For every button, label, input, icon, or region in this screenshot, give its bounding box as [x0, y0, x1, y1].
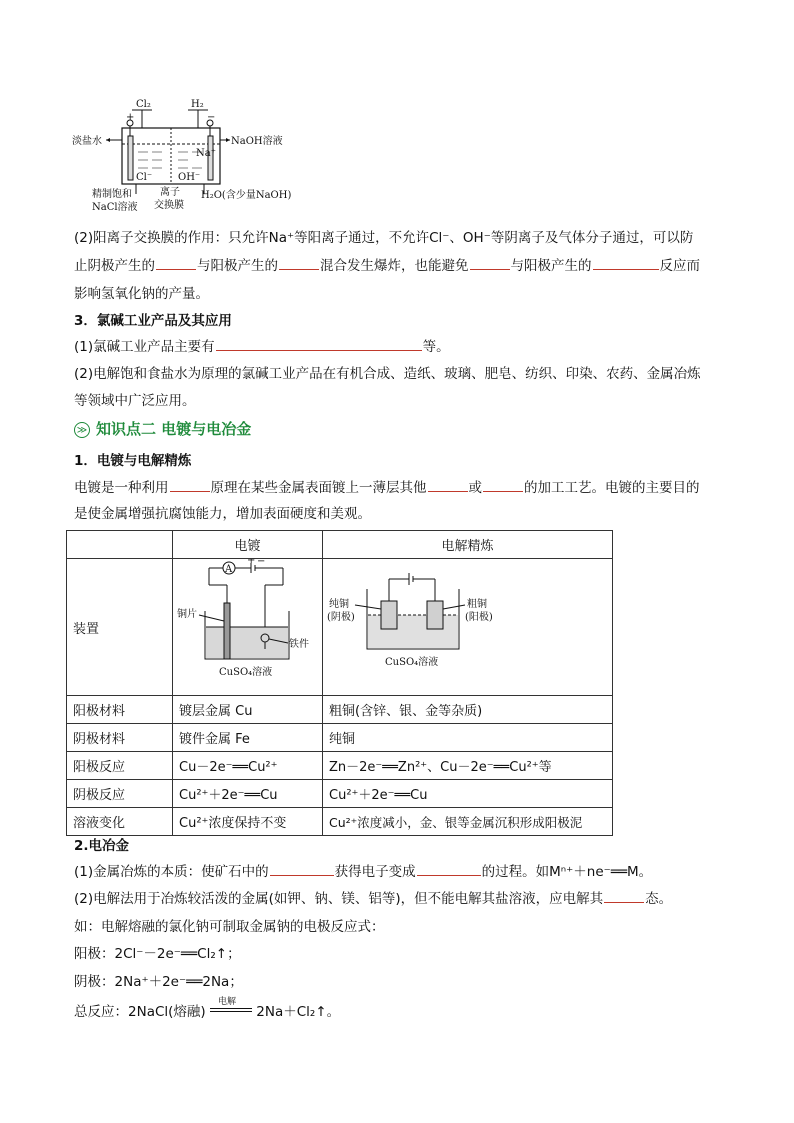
- table-row: [67, 559, 613, 696]
- blank-input[interactable]: [593, 255, 659, 270]
- blank-input[interactable]: [470, 255, 510, 270]
- table-cell: 粗铜(含锌、银、金等杂质): [323, 696, 613, 724]
- blank-input[interactable]: [428, 477, 468, 492]
- blank-input[interactable]: [270, 861, 334, 876]
- table-cell: 镀件金属 Fe: [173, 724, 323, 752]
- weak-brine-label: 淡盐水: [72, 136, 102, 147]
- table-cell: Cu²⁺浓度保持不变: [173, 808, 323, 836]
- condition-label: 电解: [217, 997, 236, 1007]
- table-cell: 纯铜: [323, 724, 613, 752]
- electrolysis-arrow: [210, 997, 252, 1016]
- copper-sheet-label: 铜片: [177, 609, 198, 620]
- crude-copper-role-label: (阳极): [465, 612, 493, 623]
- na-ion-label: Na⁺: [196, 148, 216, 159]
- table-row: [67, 752, 613, 780]
- svg-text:+: +: [247, 559, 256, 566]
- metallurgy-essence-line: (1)金属冶炼的本质：使矿石中的 获得电子变成 的过程。如Mⁿ⁺＋ne⁻══M。: [74, 860, 652, 880]
- table-cell: Cu²⁺＋2e⁻══Cu: [323, 780, 613, 808]
- table-cell: 溶液变化: [67, 808, 173, 836]
- svg-text:−: −: [257, 559, 266, 567]
- sub-2-title: 2.电冶金: [74, 838, 130, 854]
- membrane-label-1: 离子: [160, 187, 180, 198]
- plating-solution-label: CuSO₄溶液: [219, 667, 273, 678]
- ammeter-label: A: [225, 564, 233, 575]
- cl2-label: Cl₂: [136, 99, 151, 110]
- electrolytic-refining-diagram: [323, 559, 611, 691]
- blank-input[interactable]: [417, 861, 481, 876]
- table-header-cell: [67, 531, 173, 559]
- membrane-role-line-1: (2)阳离子交换膜的作用：只允许Na⁺等阳离子通过，不允许Cl⁻、OH⁻等阴离子及气体分子通过，可以防: [74, 230, 694, 246]
- table-cell: 阴极反应: [67, 780, 173, 808]
- pure-copper-label: 纯铜: [329, 599, 349, 610]
- membrane-role-line-3: 影响氢氧化钠的产量。: [74, 286, 209, 302]
- total-reaction-equation: 总反应：2NaCl(熔融) 电解 2Na＋Cl₂↑。: [74, 1000, 340, 1020]
- brine-in-label-2: NaCl溶液: [92, 202, 138, 213]
- table-row: [67, 780, 613, 808]
- water-in-label: H₂O(含少量NaOH): [201, 190, 292, 201]
- electroplating-diagram: [173, 559, 321, 691]
- svg-text:−: −: [207, 112, 216, 123]
- double-chevron-icon: ≫: [74, 422, 90, 438]
- products-line: (1)氯碱工业产品主要有 等。: [74, 335, 450, 355]
- anode-equation: 阳极：2Cl⁻－2e⁻══Cl₂↑；: [74, 946, 241, 962]
- blank-input[interactable]: [483, 477, 523, 492]
- example-line: 如：电解熔融的氯化钠可制取金属钠的电极反应式：: [74, 919, 385, 935]
- applications-line-2: 等领域中广泛应用。: [74, 393, 196, 409]
- electroplating-line-2: 是使金属增强抗腐蚀能力，增加表面硬度和美观。: [74, 506, 371, 522]
- cl-ion-label: Cl⁻: [136, 172, 153, 183]
- table-header-row: [67, 531, 613, 559]
- applications-line-1: (2)电解饱和食盐水为原理的氯碱工业产品在有机合成、造纸、玻璃、肥皂、纺织、印染、农药、金属冶炼: [74, 366, 701, 382]
- table-row: [67, 724, 613, 752]
- table-cell: Zn－2e⁻══Zn²⁺、Cu－2e⁻══Cu²⁺等: [323, 752, 613, 780]
- iron-part-label: 铁件: [289, 639, 310, 650]
- table-cell: 阳极材料: [67, 696, 173, 724]
- table-cell: 镀层金属 Cu: [173, 696, 323, 724]
- chlor-alkali-cell-diagram: [70, 96, 320, 216]
- blank-input[interactable]: [170, 477, 210, 492]
- refining-solution-label: CuSO₄溶液: [385, 657, 439, 668]
- electrolysis-method-line: (2)电解法用于冶炼较活泼的金属(如钾、钠、镁、铝等)，但不能电解其盐溶液，应电解其 态。: [74, 887, 672, 907]
- section-3-title: 3．氯碱工业产品及其应用: [74, 313, 232, 329]
- blank-input[interactable]: [216, 336, 422, 351]
- blank-input[interactable]: [604, 888, 644, 903]
- device-label: 装置: [67, 559, 173, 696]
- h2-label: H₂: [191, 99, 204, 110]
- pure-copper-role-label: (阴极): [327, 612, 355, 623]
- table-cell: Cu²⁺＋2e⁻══Cu: [173, 780, 323, 808]
- table-header-cell: 电镀: [173, 531, 323, 559]
- membrane-label-2: 交换膜: [154, 200, 184, 211]
- plating-device-cell: [173, 559, 323, 696]
- naoh-out-label: NaOH溶液: [231, 136, 283, 147]
- brine-in-label-1: 精制饱和: [92, 189, 132, 200]
- knowledge-point-2-header: [74, 418, 251, 439]
- sub-1-title: 1．电镀与电解精炼: [74, 453, 192, 469]
- membrane-role-line-2: 止阴极产生的 与阳极产生的 混合发生爆炸，也能避免 与阳极产生的 反应而: [74, 254, 700, 274]
- oh-ion-label: OH⁻: [178, 172, 201, 183]
- electroplating-line-1: 电镀是一种利用 原理在某些金属表面镀上一薄层其他 或 的加工工艺。电镀的主要目的: [74, 476, 700, 496]
- cathode-equation: 阴极：2Na⁺＋2e⁻══2Na；: [74, 974, 243, 990]
- svg-text:+: +: [126, 112, 135, 123]
- table-cell: 阳极反应: [67, 752, 173, 780]
- table-header-cell: 电解精炼: [323, 531, 613, 559]
- table-cell: 阴极材料: [67, 724, 173, 752]
- comparison-table: [66, 530, 613, 836]
- table-cell: Cu－2e⁻══Cu²⁺: [173, 752, 323, 780]
- table-cell: Cu²⁺浓度减小，金、银等金属沉积形成阳极泥: [323, 808, 613, 836]
- table-row: [67, 808, 613, 836]
- table-row: [67, 696, 613, 724]
- crude-copper-label: 粗铜: [467, 599, 487, 610]
- blank-input[interactable]: [279, 255, 319, 270]
- knowledge-point-2-title: 知识点二 电镀与电冶金: [96, 420, 252, 438]
- refining-device-cell: [323, 559, 613, 696]
- blank-input[interactable]: [156, 255, 196, 270]
